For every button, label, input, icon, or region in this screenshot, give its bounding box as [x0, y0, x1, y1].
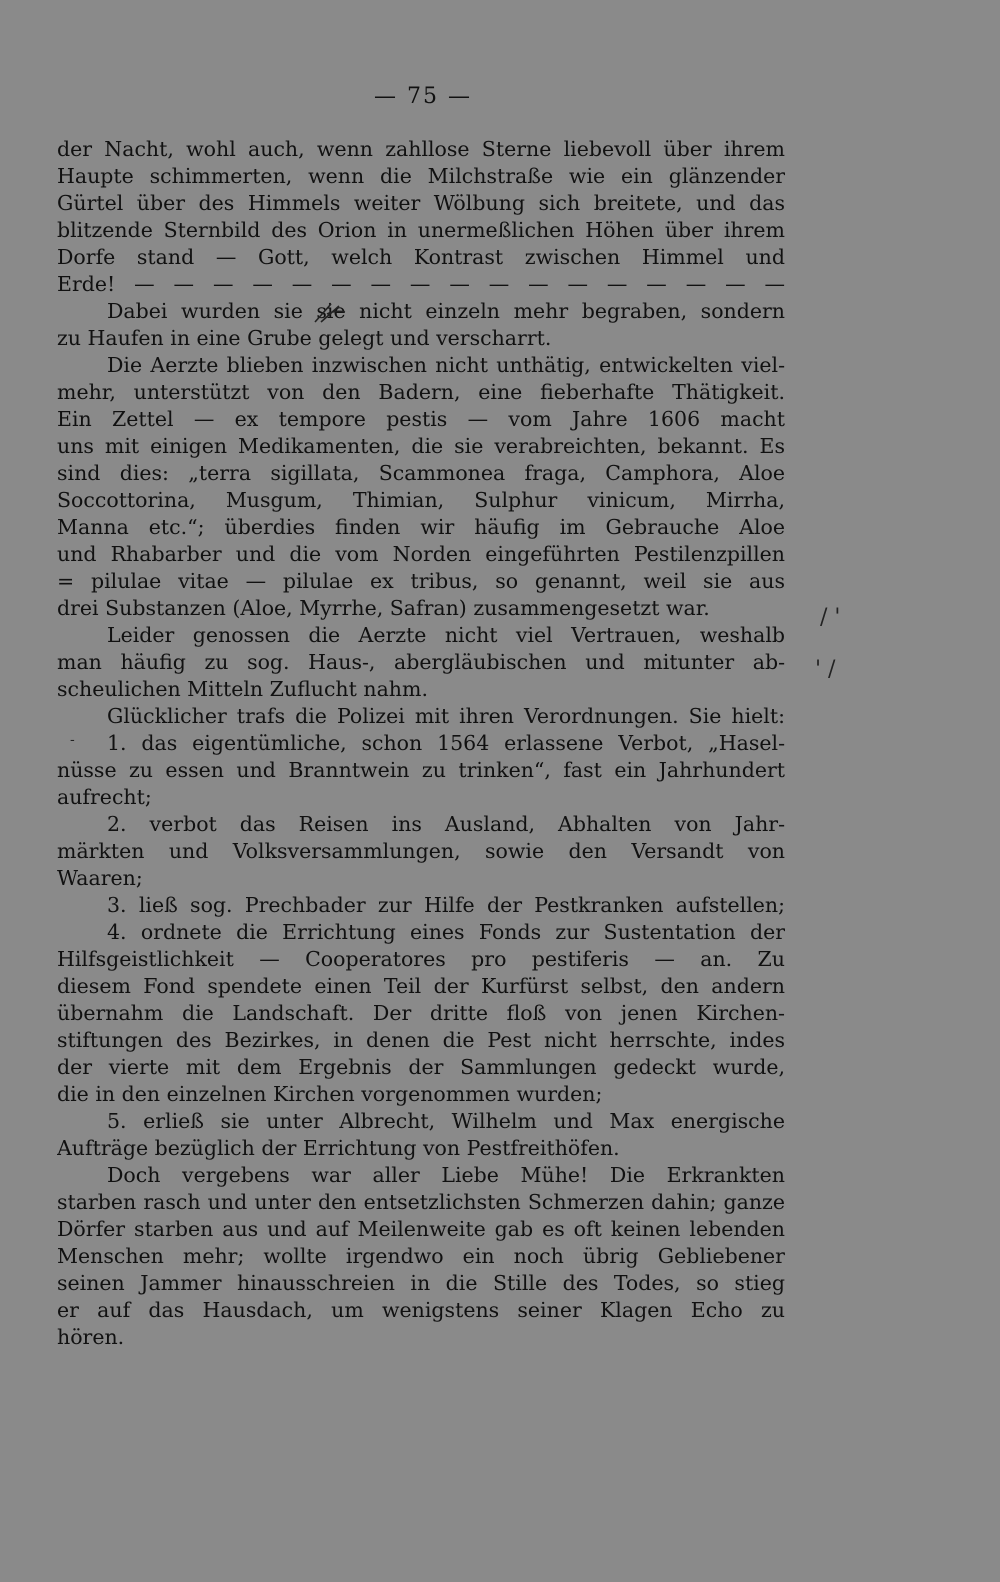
text-line: märkten und Volksversammlungen, sowie den Versandt von: [57, 839, 785, 863]
text-line: Dabei wurden sie sie nicht einzeln mehr begraben, sondern: [107, 299, 785, 323]
text-line: er auf das Hausdach, um wenigstens seiner Klagen Echo zu: [57, 1298, 785, 1322]
text-line: und Rhabarber und die vom Norden eingeführten Pestilenzpillen: [57, 542, 785, 566]
text-line: Haupte schimmerten, wenn die Milchstraße wie ein glänzender: [57, 164, 785, 188]
text-line: Erde! — — — — — — — — — — — — — — — — —: [57, 272, 785, 296]
text-line: seinen Jammer hinausschreien in die Stille des Todes, so stieg: [57, 1271, 785, 1295]
text-line: blitzende Sternbild des Orion in unermeßlichen Höhen über ihrem: [57, 218, 785, 242]
text-line: scheulichen Mitteln Zuflucht nahm.: [57, 677, 428, 701]
text-line: 3. ließ sog. Prechbader zur Hilfe der Pestkranken aufstellen;: [107, 893, 785, 917]
text-line: Dorfe stand — Gott, welch Kontrast zwischen Himmel und: [57, 245, 785, 269]
text-line: Waaren;: [57, 866, 143, 890]
margin-mark: -: [70, 732, 75, 748]
text-line: Menschen mehr; wollte irgendwo ein noch übrig Gebliebener: [57, 1244, 785, 1268]
text-line: diesem Fond spendete einen Teil der Kurfürst selbst, den andern: [57, 974, 785, 998]
text-line: Dörfer starben aus und auf Meilenweite gab es oft keinen lebenden: [57, 1217, 785, 1241]
text-line: Ein Zettel — ex tempore pestis — vom Jahre 1606 macht: [57, 407, 785, 431]
text-line: Manna etc.“; überdies finden wir häufig im Gebrauche Aloe: [57, 515, 785, 539]
page-number: — 75 —: [374, 84, 472, 109]
text-line: sind dies: „terra sigillata, Scammonea fraga, Camphora, Aloe: [57, 461, 785, 485]
body-text: [57, 136, 785, 1351]
text-line: Hilfsgeistlichkeit — Cooperatores pro pestiferis — an. Zu: [57, 947, 785, 971]
text-line: Soccottorina, Musgum, Thimian, Sulphur vinicum, Mirrha,: [57, 488, 785, 512]
margin-mark: ' /: [815, 657, 836, 682]
text-line: 1. das eigentümliche, schon 1564 erlassene Verbot, „Hasel-: [107, 731, 785, 755]
text-line: Die Aerzte blieben inzwischen nicht unthätig, entwickelten viel-: [107, 353, 785, 377]
text-line: Gürtel über des Himmels weiter Wölbung sich breitete, und das: [57, 191, 785, 215]
text-line: 5. erließ sie unter Albrecht, Wilhelm und Max energische: [107, 1109, 785, 1133]
text-line: zu Haufen in eine Grube gelegt und verscharrt.: [57, 326, 552, 350]
text-line: der Nacht, wohl auch, wenn zahllose Sterne liebevoll über ihrem: [57, 137, 785, 161]
text-line: aufrecht;: [57, 785, 152, 809]
text-line: nüsse zu essen und Branntwein zu trinken“, fast ein Jahrhundert: [57, 758, 785, 782]
text-line: Doch vergebens war aller Liebe Mühe! Die Erkrankten: [107, 1163, 785, 1187]
text-line: Aufträge bezüglich der Errichtung von Pestfreithöfen.: [57, 1136, 620, 1160]
text-line: der vierte mit dem Ergebnis der Sammlungen gedeckt wurde,: [57, 1055, 785, 1079]
text-line: hören.: [57, 1325, 125, 1349]
text-line: = pilulae vitae — pilulae ex tribus, so genannt, weil sie aus: [57, 569, 785, 593]
text-line: 4. ordnete die Errichtung eines Fonds zur Sustentation der: [107, 920, 785, 944]
strikethrough-mark: [313, 302, 347, 324]
text-line: übernahm die Landschaft. Der dritte floß von jenen Kirchen-: [57, 1001, 785, 1025]
text-line: Glücklicher trafs die Polizei mit ihren Verordnungen. Sie hielt:: [107, 704, 785, 728]
text-line: die in den einzelnen Kirchen vorgenommen wurden;: [57, 1082, 603, 1106]
margin-mark: / ': [820, 605, 841, 630]
text-line: 2. verbot das Reisen ins Ausland, Abhalten von Jahr-: [107, 812, 785, 836]
text-line: Leider genossen die Aerzte nicht viel Vertrauen, weshalb: [107, 623, 785, 647]
text-line: mehr, unterstützt von den Badern, eine fieberhafte Thätigkeit.: [57, 380, 785, 404]
text-line: man häufig zu sog. Haus-, abergläubischen und mitunter ab-: [57, 650, 785, 674]
text-line: starben rasch und unter den entsetzlichsten Schmerzen dahin; ganze: [57, 1190, 785, 1214]
text-line: uns mit einigen Medikamenten, die sie verabreichten, bekannt. Es: [57, 434, 785, 458]
text-line: stiftungen des Bezirkes, in denen die Pest nicht herrschte, indes: [57, 1028, 785, 1052]
text-line: drei Substanzen (Aloe, Myrrhe, Safran) zusammengesetzt war.: [57, 596, 710, 620]
